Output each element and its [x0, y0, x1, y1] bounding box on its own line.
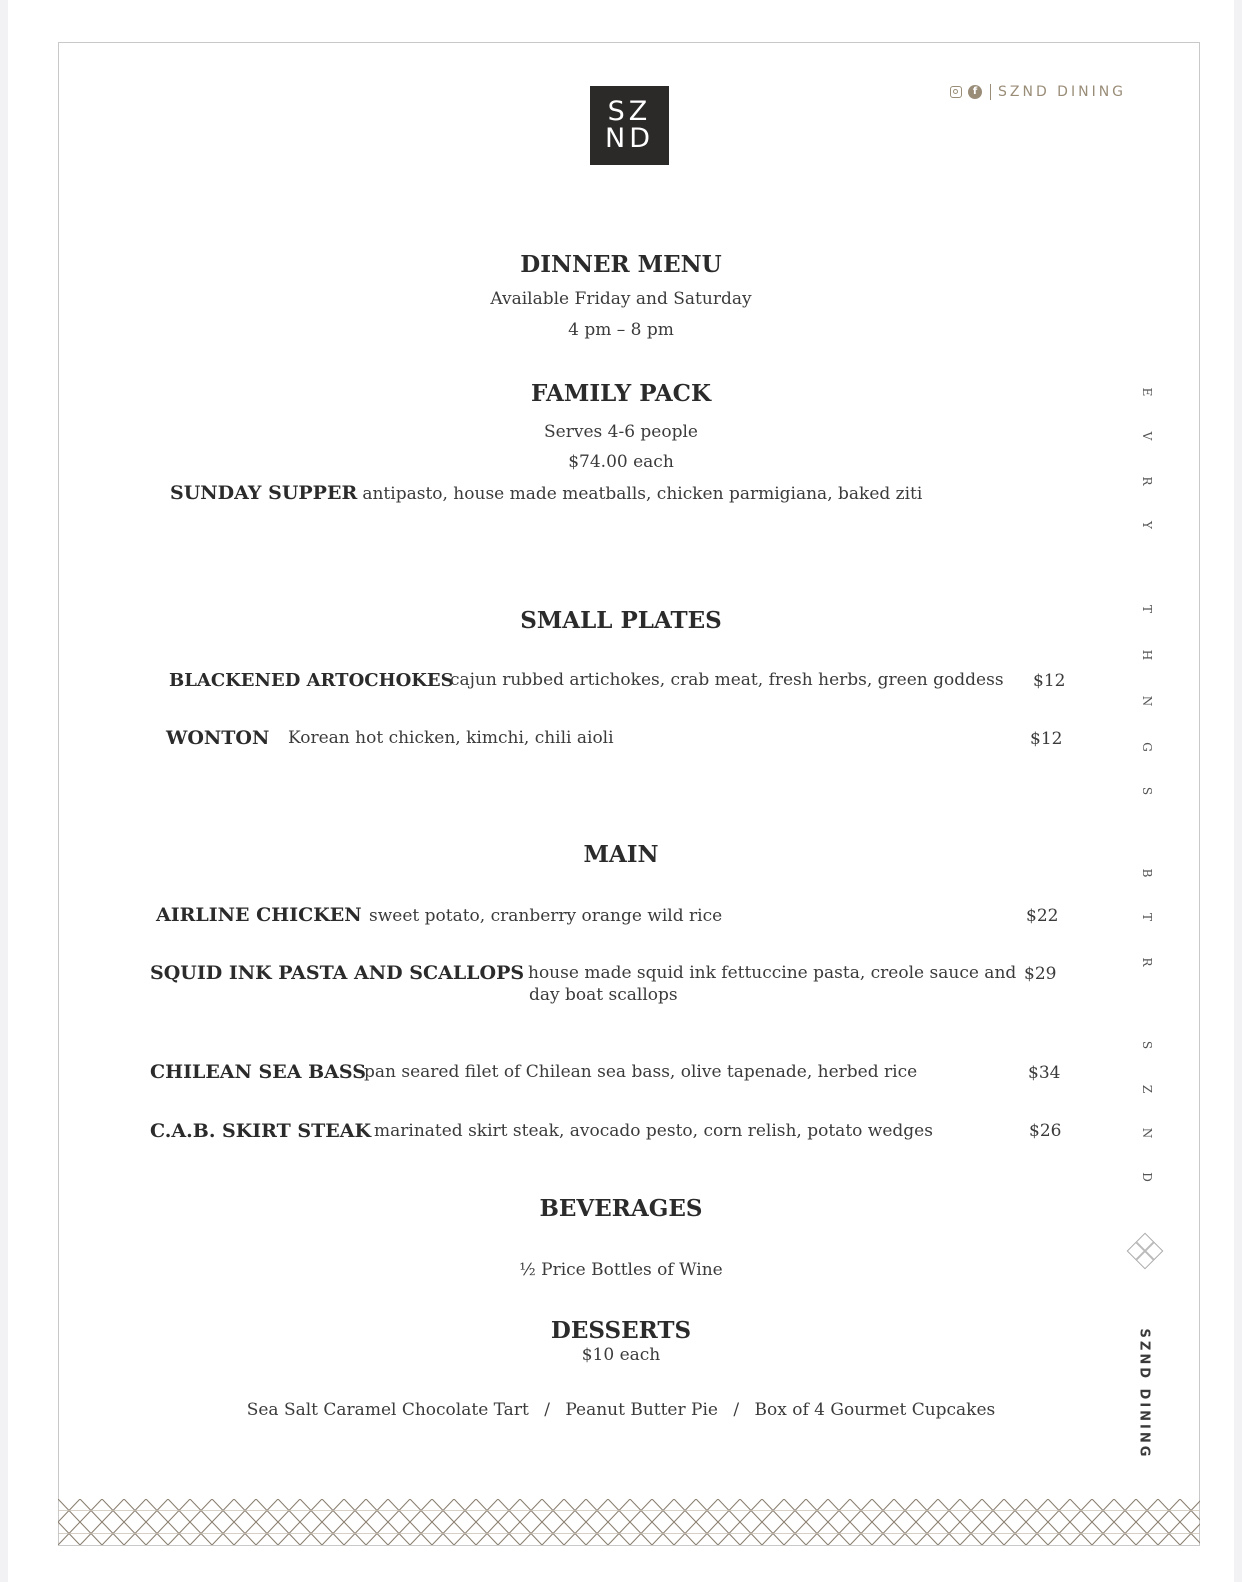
- lattice-pattern-border: [58, 1499, 1200, 1545]
- item-price: $26: [1029, 1121, 1062, 1141]
- item-price: $12: [1030, 729, 1063, 749]
- logo-line-2: ND: [605, 123, 654, 154]
- facebook-icon: f: [968, 85, 982, 99]
- dessert-item: Sea Salt Caramel Chocolate Tart: [246, 1400, 529, 1420]
- item-desc: house made squid ink fettuccine pasta, creole sauce and: [528, 963, 1017, 983]
- item-desc: cajun rubbed artichokes, crab meat, fresh herbs, green goddess: [450, 670, 1004, 690]
- sznd-logo: [590, 86, 669, 165]
- social-header: [950, 82, 1126, 102]
- sidebar-letter: G: [1140, 742, 1154, 752]
- divider: [990, 84, 991, 100]
- sidebar-letter: D: [1140, 1172, 1154, 1182]
- instagram-icon: [950, 86, 962, 98]
- main-title: MAIN: [583, 841, 659, 868]
- item-price: $22: [1026, 906, 1059, 926]
- social-label: SZND DINING: [998, 84, 1127, 100]
- sidebar-letter: T: [1140, 604, 1154, 613]
- beverage-item: ½ Price Bottles of Wine: [519, 1260, 723, 1280]
- sidebar-letter: Z: [1140, 1084, 1154, 1094]
- item-name: CHILEAN SEA BASS: [150, 1061, 366, 1083]
- vertical-brand: [1134, 1324, 1154, 1464]
- dessert-list: [8, 1400, 1234, 1420]
- desserts-price: $10 each: [581, 1345, 661, 1365]
- logo-line-1: SZ: [607, 96, 652, 127]
- small-plates-title: SMALL PLATES: [520, 607, 722, 634]
- family-pack-price: $74.00 each: [568, 452, 674, 472]
- family-pack-serves: Serves 4-6 people: [544, 422, 698, 442]
- hours-text: 4 pm – 8 pm: [568, 320, 674, 340]
- menu-title: DINNER MENU: [520, 251, 722, 278]
- item-name: SQUID INK PASTA AND SCALLOPS: [150, 962, 525, 984]
- dessert-item: Box of 4 Gourmet Cupcakes: [754, 1400, 996, 1420]
- item-price: $29: [1024, 964, 1057, 984]
- item-name: WONTON: [166, 727, 270, 749]
- dessert-separator: /: [544, 1400, 550, 1420]
- item-desc: antipasto, house made meatballs, chicken parmigiana, baked ziti: [362, 484, 923, 504]
- item-price: $12: [1033, 671, 1066, 691]
- desserts-title: DESSERTS: [550, 1317, 692, 1344]
- dessert-item: Peanut Butter Pie: [565, 1400, 718, 1420]
- item-desc: day boat scallops: [529, 985, 678, 1005]
- sidebar-letter: S: [1140, 786, 1154, 796]
- menu-page: [8, 0, 1234, 1582]
- item-name: SUNDAY SUPPER: [170, 482, 358, 504]
- sidebar-letter: R: [1140, 476, 1154, 486]
- item-name: AIRLINE CHICKEN: [156, 904, 362, 926]
- family-pack-item: [170, 482, 922, 504]
- sidebar-letter: E: [1140, 387, 1154, 397]
- sidebar-letter: H: [1140, 649, 1154, 661]
- sidebar-letter: V: [1140, 431, 1154, 441]
- sidebar-letter: N: [1140, 695, 1154, 707]
- sidebar-letter: S: [1140, 1040, 1154, 1050]
- availability-text: Available Friday and Saturday: [490, 289, 752, 309]
- vertical-brand-text: SZND DINING: [1136, 1328, 1152, 1460]
- item-desc: Korean hot chicken, kimchi, chili aioli: [288, 728, 614, 748]
- sidebar-letter: Y: [1140, 521, 1154, 529]
- family-pack-title: FAMILY PACK: [531, 380, 711, 407]
- item-desc: sweet potato, cranberry orange wild rice: [369, 906, 723, 926]
- sidebar-letter: R: [1140, 957, 1154, 967]
- sidebar-letter: N: [1140, 1127, 1154, 1139]
- item-price: $34: [1028, 1063, 1061, 1083]
- item-desc: marinated skirt steak, avocado pesto, corn relish, potato wedges: [374, 1121, 933, 1141]
- item-name: BLACKENED ARTOCHOKES: [169, 670, 454, 691]
- sidebar-letter: B: [1140, 868, 1154, 878]
- dessert-separator: /: [733, 1400, 740, 1420]
- beverages-title: BEVERAGES: [539, 1195, 703, 1222]
- sidebar-letter: T: [1140, 912, 1154, 921]
- item-desc: pan seared filet of Chilean sea bass, olive tapenade, herbed rice: [364, 1062, 918, 1082]
- item-name: C.A.B. SKIRT STEAK: [150, 1120, 371, 1142]
